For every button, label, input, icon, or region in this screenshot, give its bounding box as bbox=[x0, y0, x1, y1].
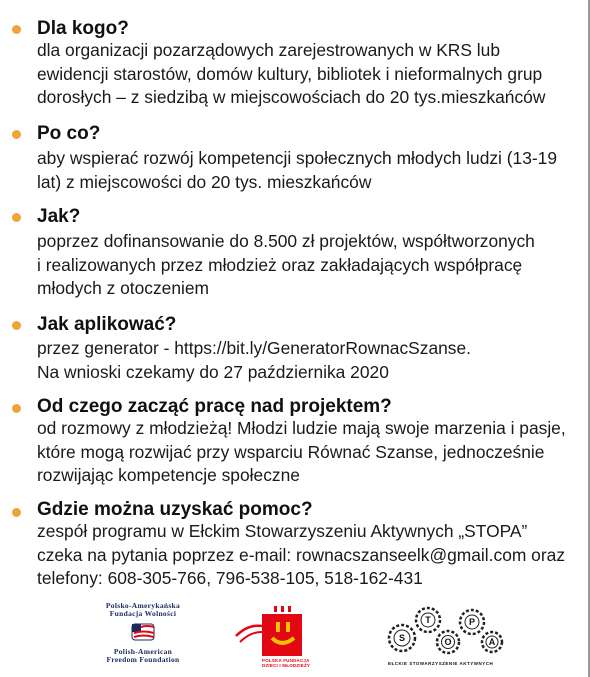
stopa-letter-t: T bbox=[425, 615, 431, 625]
stopa-letter-o: O bbox=[444, 637, 452, 647]
stopa-letter-s: S bbox=[398, 633, 406, 643]
pafw-logo bbox=[98, 602, 188, 672]
answer-text: dla organizacji pozarządowych zarejestrowanych w KRS lub ewidencji starostów, domów kultury, bibliotek i nieformalnych grup dorosłych – z siedzibą w miejscowościach do 20 tys.mieszkańców bbox=[37, 40, 546, 107]
question-heading: Dla kogo? bbox=[37, 18, 129, 39]
question-heading: Jak? bbox=[37, 206, 81, 227]
bullet-icon bbox=[12, 508, 21, 517]
question-heading: Jak aplikować? bbox=[37, 314, 177, 335]
gears-icon bbox=[380, 598, 510, 660]
question-heading: Od czego zacząć pracę nad projektem? bbox=[37, 396, 392, 417]
stopa-letter-p: P bbox=[468, 617, 476, 627]
bullet-icon bbox=[12, 321, 21, 330]
stopa-caption: EŁCKIE STOWARZYSZENIE AKTYWNYCH bbox=[388, 661, 494, 666]
flag-emblem-icon bbox=[98, 618, 188, 648]
stopa-logo bbox=[380, 598, 510, 672]
pfdim-name: POLSKA FUNDACJA DZIECI I MŁODZIEŻY bbox=[262, 658, 311, 668]
bullet-icon bbox=[12, 25, 21, 34]
pafw-name-en: Polish-American Freedom Foundation bbox=[106, 647, 180, 664]
pafw-name-pl: Polsko-Amerykańska Fundacja Wolności bbox=[105, 601, 181, 618]
answer-text: aby wspierać rozwój kompetencji społecznych młodych ludzi (13-19 lat) z miejscowości do 20 tys. mieszkańców bbox=[37, 148, 558, 192]
pfdim-logo bbox=[234, 602, 318, 672]
pfdim-emblem-icon bbox=[234, 602, 318, 658]
stopa-letter-a: A bbox=[488, 637, 496, 647]
answer-text: poprzez dofinansowanie do 8.500 zł projektów, współtworzonych i realizowanych przez młodzież oraz zakładających współpracę młodych z otoczeniem bbox=[37, 231, 535, 298]
partner-logos bbox=[0, 596, 586, 677]
bullet-icon bbox=[12, 404, 21, 413]
answer-text: przez generator - https://bit.ly/GeneratorRownacSzanse. Na wnioski czekamy do 27 października 2020 bbox=[37, 338, 472, 382]
question-heading: Gdzie można uzyskać pomoc? bbox=[37, 499, 313, 520]
answer-text: od rozmowy z młodzieżą! Młodzi ludzie mają swoje marzenia i pasje, które mogą rozwijać przy wsparciu Równać Szanse, jednocześnie rozwijając kompetencje społeczne bbox=[37, 418, 566, 485]
question-heading: Po co? bbox=[37, 123, 101, 144]
bullet-icon bbox=[12, 130, 21, 139]
answer-text: zespół programu w Ełckim Stowarzyszeniu Aktywnych „STOPA” czeka na pytania poprzez e-mail: rownacszanseelk@gmail.com oraz telefony: 608-305-766, 796-538-105, 518-162-431 bbox=[37, 521, 566, 588]
bullet-icon bbox=[12, 213, 21, 222]
